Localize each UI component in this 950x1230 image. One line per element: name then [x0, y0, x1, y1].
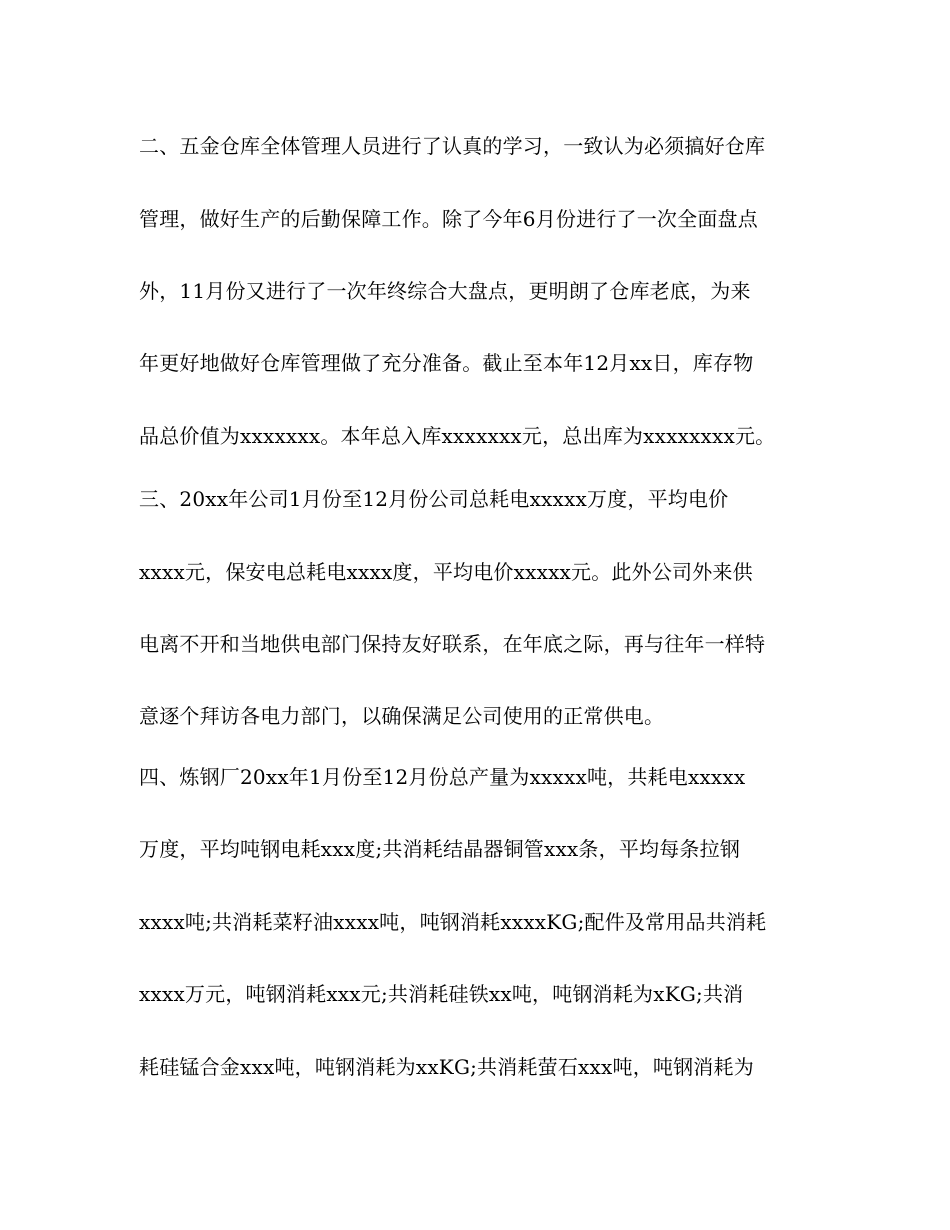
- text-line: 电离不开和当地供电部门保持友好联系，在年底之际，再与往年一样特: [139, 632, 766, 656]
- text-line: 外，11月份又进行了一次年终综合大盘点，更明朗了仓库老底，为来: [139, 279, 751, 303]
- text-line: 万度，平均吨钢电耗xxx度;共消耗结晶器铜管xxx条，平均每条拉钢: [139, 837, 741, 861]
- text-line: xxxx万元，吨钢消耗xxx元;共消耗硅铁xx吨，吨钢消耗为xKG;共消: [139, 982, 744, 1006]
- text-line: xxxx吨;共消耗菜籽油xxxx吨，吨钢消耗xxxxKG;配件及常用品共消耗: [139, 910, 767, 934]
- text-line: 耗硅锰合金xxx吨，吨钢消耗为xxKG;共消耗萤石xxx吨，吨钢消耗为: [139, 1055, 754, 1079]
- text-line: 三、20xx年公司1月份至12月份公司总耗电xxxxx万度，平均电价: [139, 487, 729, 511]
- text-line: 二、五金仓库全体管理人员进行了认真的学习，一致认为必须搞好仓库: [139, 134, 766, 158]
- text-line: xxxx元，保安电总耗电xxxx度，平均电价xxxxx元。此外公司外来供: [139, 560, 753, 584]
- text-line: 年更好地做好仓库管理做了充分准备。截止至本年12月xx日，库存物: [139, 351, 754, 375]
- text-line: 四、炼钢厂20xx年1月份至12月份总产量为xxxxx吨，共耗电xxxxx: [139, 765, 746, 789]
- text-line: 意逐个拜访各电力部门，以确保满足公司使用的正常供电。: [139, 704, 665, 728]
- text-line: 管理，做好生产的后勤保障工作。除了今年6月份进行了一次全面盘点: [139, 207, 758, 231]
- text-line: 品总价值为xxxxxxx。本年总入库xxxxxxx元，总出库为xxxxxxxx元。: [139, 424, 776, 448]
